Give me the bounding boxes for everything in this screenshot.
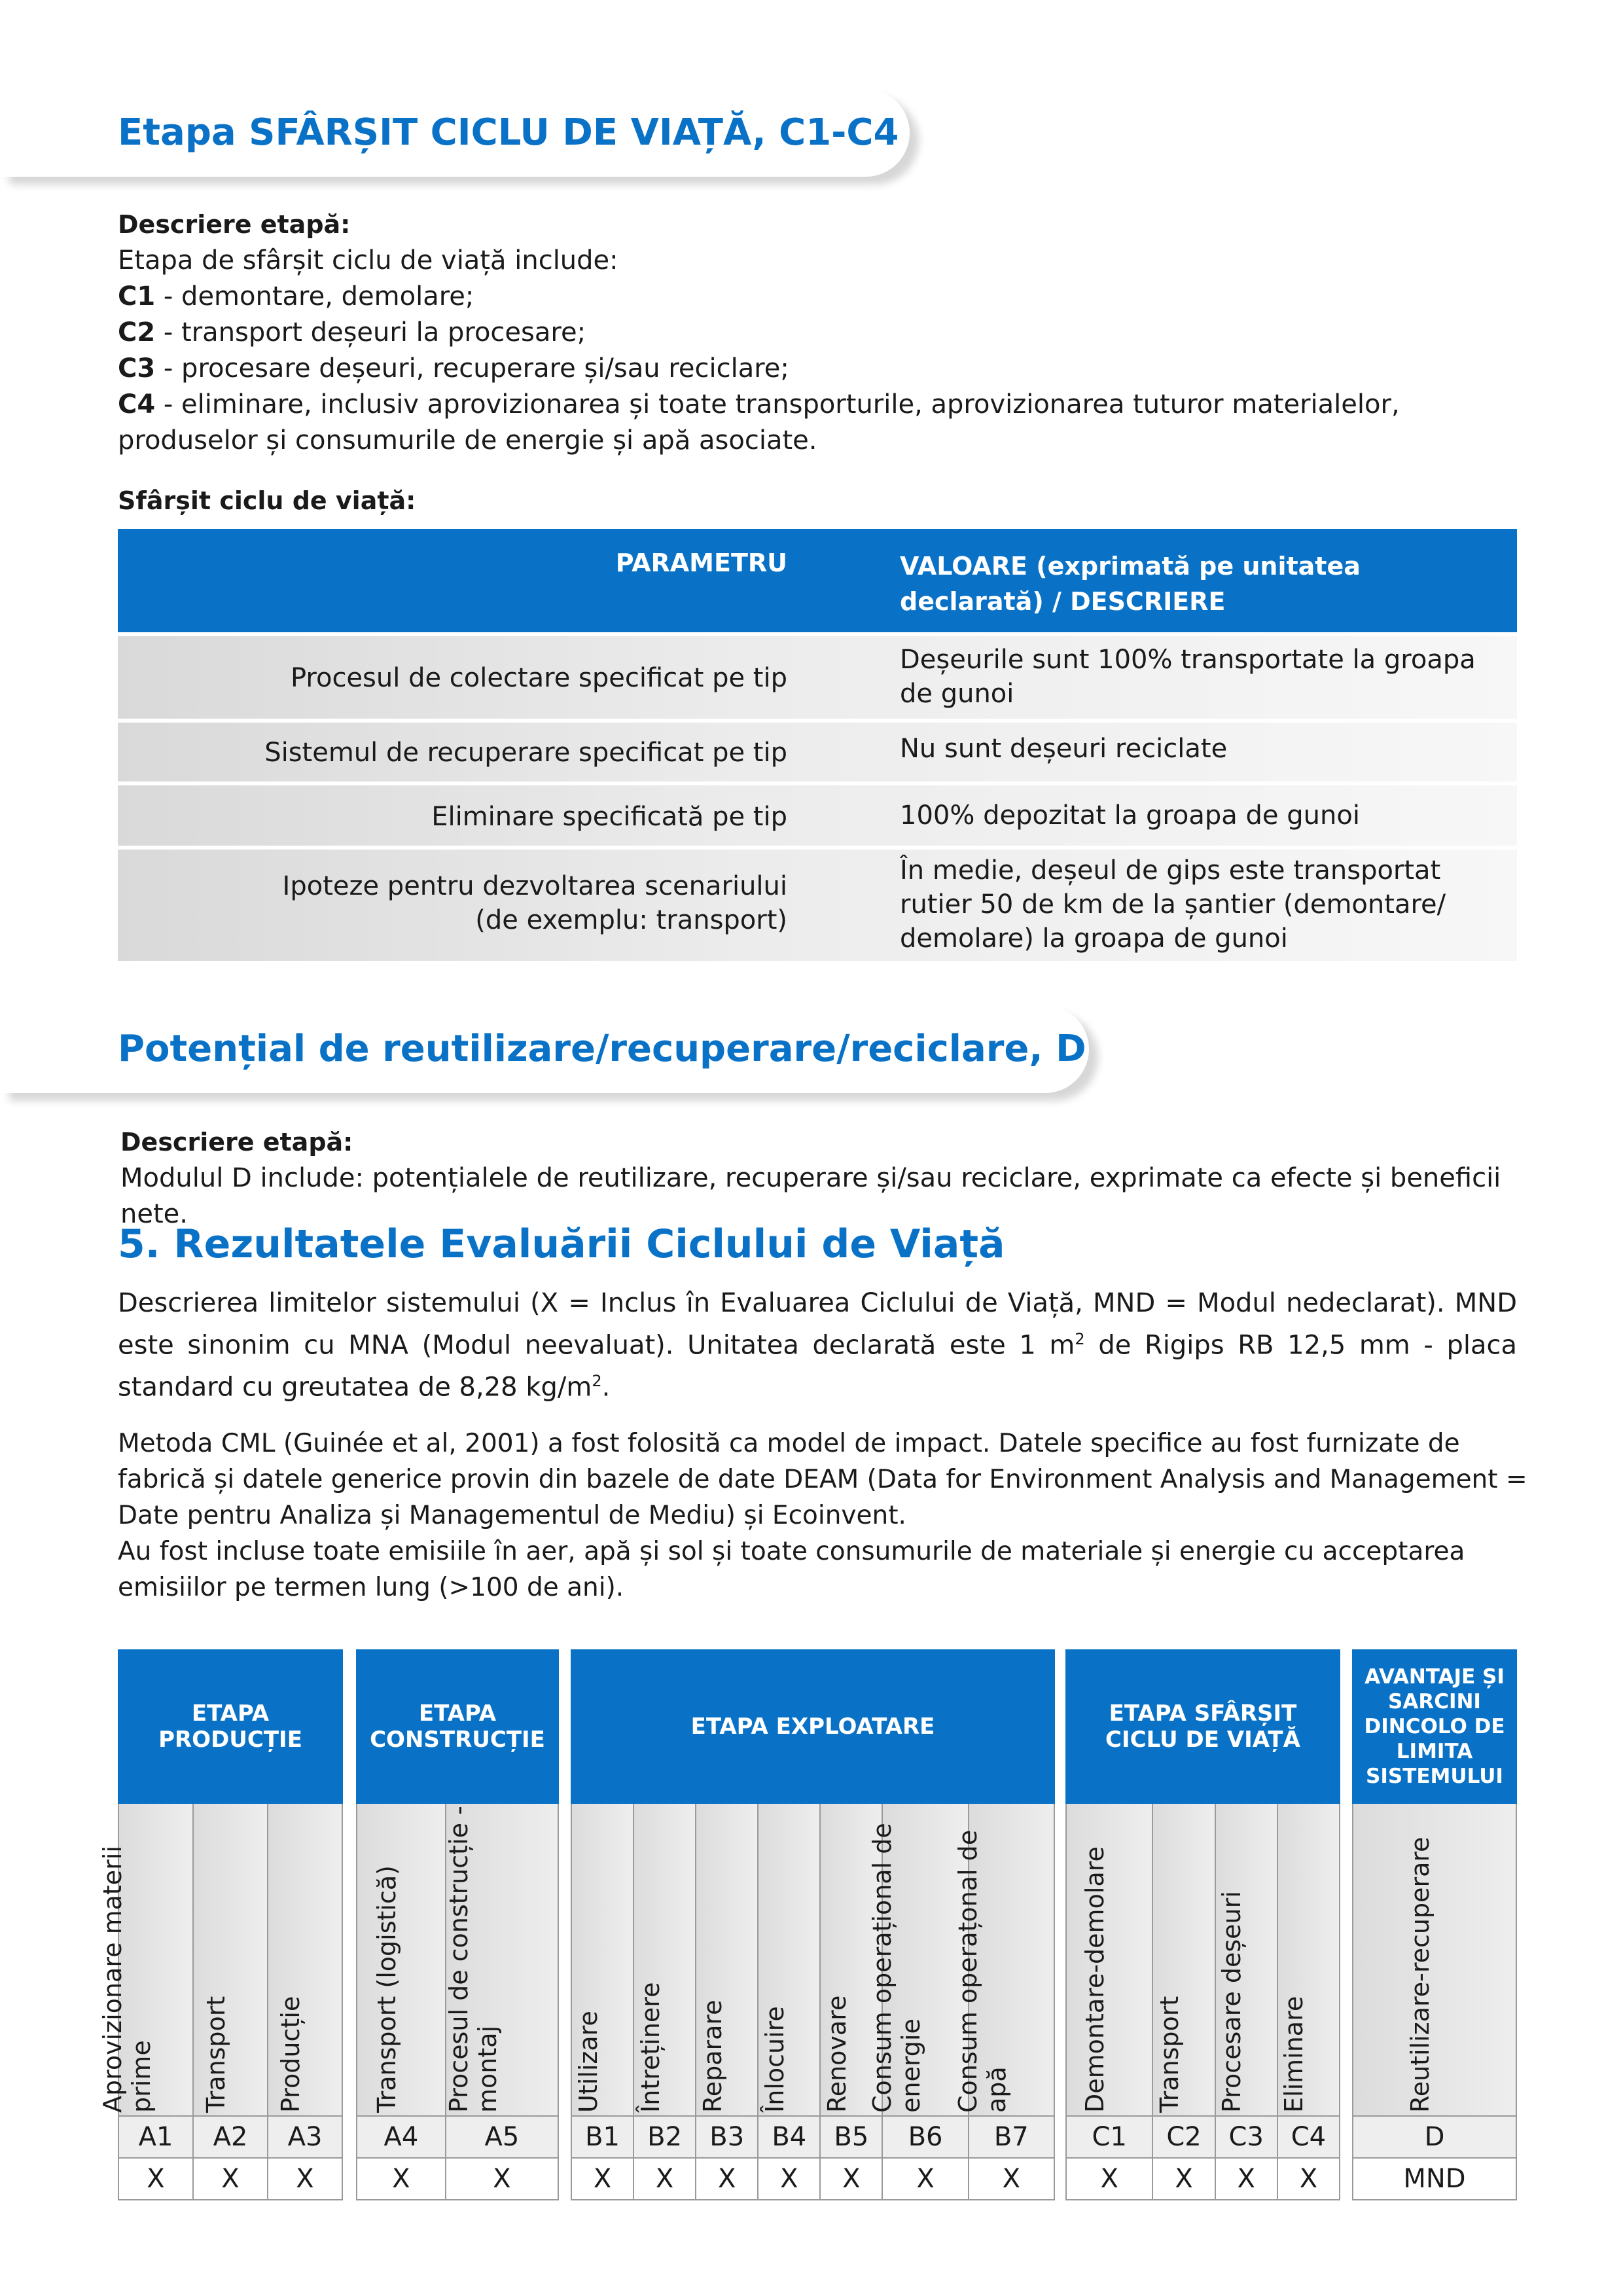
- stage-code: C3: [118, 353, 156, 384]
- stage-item-c3: [118, 351, 1525, 387]
- stage-code: B6: [883, 2117, 967, 2159]
- stage-code: C2: [118, 317, 156, 348]
- row-value: În medie, deșeul de gips este transportat rutier 50 de km de la șantier (demontare/ demolare) la groapa de gunoi: [900, 855, 1446, 954]
- group-header: AVANTAJE ȘI SARCINI DINCOLO DE LIMITA SISTEMULUI: [1352, 1649, 1517, 1804]
- row-value: Deșeurile sunt 100% transportate la groapa de gunoi: [900, 645, 1476, 709]
- stage-label: Reutilizare-recuperare: [1406, 1837, 1435, 2113]
- parameter-table-header: [118, 529, 1517, 632]
- stage-label: Demontare-demolare: [1080, 1846, 1110, 2113]
- stage-text: - demontare, demolare;: [155, 281, 474, 312]
- stage-column: [757, 1804, 819, 2199]
- stage-code: A3: [268, 2117, 342, 2159]
- stage-value: X: [696, 2159, 757, 2199]
- stage-code: B5: [821, 2117, 882, 2159]
- stage-value: X: [1216, 2159, 1277, 2199]
- stage-value: X: [357, 2159, 445, 2199]
- row-parameter: Ipoteze pentru dezvoltarea scenariului (de exemplu: transport): [282, 871, 787, 935]
- stage-label: Consum operațional de energie: [868, 1823, 926, 2113]
- stage-value: X: [446, 2159, 558, 2199]
- section-title: Etapa SFÂRȘIT CICLU DE VIAȚĂ, C1-C4: [118, 111, 899, 154]
- stage-label: Transport: [1155, 1996, 1185, 2113]
- stage-code: C4: [118, 389, 156, 420]
- stage-value: X: [883, 2159, 967, 2199]
- lifecycle-group-operation: [571, 1649, 1055, 2200]
- stage-value: X: [1278, 2159, 1339, 2199]
- paragraph-text: .: [601, 1372, 611, 1403]
- stage-column: [633, 1804, 695, 2199]
- stage-column: [357, 1804, 445, 2199]
- stage-value: X: [1067, 2159, 1152, 2199]
- stage-column: [1353, 1804, 1516, 2199]
- description-label: Descriere etapă:: [120, 1128, 353, 1157]
- lifecycle-group-construction: [356, 1649, 559, 2200]
- stage-label: Utilizare: [573, 2011, 603, 2113]
- stage-code: C4: [1278, 2117, 1339, 2159]
- group-header: ETAPA PRODUCȚIE: [118, 1649, 343, 1804]
- stage-code: B1: [572, 2117, 633, 2159]
- stage-label: Întreținere: [635, 1982, 665, 2113]
- section-banner-potential: [0, 1005, 1089, 1093]
- stage-text: - eliminare, inclusiv aprovizionarea și toate transporturile, aprovizionarea tuturor materialelor, produselor și consumurile de energie și apă asociate.: [118, 389, 1400, 456]
- results-paragraph-3: Au fost incluse toate emisiile în aer, apă și sol și toate consumurile de materiale și energie cu acceptarea emisiilor pe termen lung (>100 de ani).: [118, 1537, 1465, 1602]
- end-of-life-description: [118, 207, 1525, 459]
- stage-column: [1215, 1804, 1277, 2199]
- stage-code: B2: [634, 2117, 695, 2159]
- stage-label: Consum operațonal de apă: [954, 1829, 1012, 2113]
- stage-value: MND: [1353, 2159, 1516, 2199]
- stage-column: [1277, 1804, 1339, 2199]
- row-parameter: Procesul de colectare specificat pe tip: [290, 663, 787, 693]
- stage-column: [445, 1804, 558, 2199]
- stage-code: A5: [446, 2117, 558, 2159]
- description-text: Modulul D include: potențialele de reutilizare, recuperare și/sau reciclare, exprimate ca efecte și beneficii nete.: [120, 1163, 1501, 1229]
- row-parameter: Eliminare specificată pe tip: [431, 802, 787, 832]
- superscript: 2: [592, 1372, 602, 1391]
- stage-column: [98, 1804, 192, 2199]
- stage-label: Procesul de construcție - montaj: [444, 1806, 502, 2113]
- row-value: 100% depozitat la groapa de gunoi: [900, 800, 1360, 831]
- stage-label: Producție: [276, 1996, 305, 2113]
- stage-label: Reparare: [698, 2000, 727, 2113]
- stage-column: [572, 1804, 633, 2199]
- superscript: 2: [1075, 1330, 1085, 1348]
- stage-code: B3: [696, 2117, 757, 2159]
- stage-item-c4: [118, 387, 1525, 459]
- stage-code: C1: [118, 281, 156, 312]
- results-paragraph-1: [118, 1285, 1517, 1406]
- stage-label: Înlocuire: [760, 2006, 789, 2113]
- stage-item-c2: [118, 315, 1525, 351]
- table-row: [118, 850, 1517, 961]
- stage-label: Transport: [202, 1996, 230, 2113]
- stage-code: D: [1353, 2117, 1516, 2159]
- section-banner-end-of-life: [0, 89, 910, 177]
- stage-code: A4: [357, 2117, 445, 2159]
- stage-column: [954, 1804, 1054, 2199]
- potential-description: [120, 1124, 1527, 1232]
- header-parameter: PARAMETRU: [615, 548, 787, 577]
- stage-item-c1: [118, 279, 1525, 315]
- stage-code: A2: [194, 2117, 267, 2159]
- table-row: [118, 723, 1517, 781]
- stage-value: X: [268, 2159, 342, 2199]
- group-header: ETAPA EXPLOATARE: [571, 1649, 1055, 1804]
- row-value: Nu sunt deșeuri reciclate: [900, 734, 1228, 764]
- paragraph-text: Descrierea limitelor sistemului (X = Inclus în Evaluarea Ciclului de Viață, MND = Modul nedeclarat). MND este sinonim cu MNA (Modul neevaluat). Unitatea declarată este 1 m: [118, 1288, 1517, 1361]
- row-parameter: Sistemul de recuperare specificat pe tip: [264, 738, 787, 768]
- stage-column: [1067, 1804, 1152, 2199]
- table-row: [118, 785, 1517, 846]
- lifecycle-group-end-of-life: [1065, 1649, 1340, 2200]
- stage-column: [192, 1804, 267, 2199]
- stage-text: - transport deșeuri la procesare;: [155, 317, 586, 348]
- stage-label: Transport (logistică): [372, 1865, 401, 2113]
- stage-column: [267, 1804, 342, 2199]
- stage-code: A1: [119, 2117, 192, 2159]
- header-value: VALOARE (exprimată pe unitatea declarată) / DESCRIERE: [900, 552, 1361, 616]
- stage-code: B4: [758, 2117, 819, 2159]
- section-title: Potențial de reutilizare/recuperare/reciclare, D: [118, 1028, 1086, 1070]
- stage-code: C1: [1067, 2117, 1152, 2159]
- results-heading: 5. Rezultatele Evaluării Ciclului de Viață: [118, 1221, 1005, 1267]
- stage-value: X: [758, 2159, 819, 2199]
- paragraph-text: de Rigips RB 12,5 mm - placa standard cu greutatea de 8,28 kg/m: [118, 1330, 1518, 1403]
- stage-column: [695, 1804, 757, 2199]
- group-header: ETAPA SFÂRȘIT CICLU DE VIAȚĂ: [1065, 1649, 1340, 1804]
- stage-column: [1152, 1804, 1214, 2199]
- stage-value: X: [572, 2159, 633, 2199]
- stage-value: X: [1153, 2159, 1214, 2199]
- results-paragraph-2: Metoda CML (Guinée et al, 2001) a fost folosită ca model de impact. Datele specifice au fost furnizate de fabrică și datele generice provin din bazele de date DEAM (Data for Environment Analysis and Management = Date pentru Analiza și Managementul de Mediu) și Ecoinvent.: [118, 1429, 1527, 1530]
- stage-value: X: [821, 2159, 882, 2199]
- stage-label: Aprovizionare materii prime: [98, 1846, 156, 2113]
- parameter-table: [118, 529, 1517, 961]
- stage-label: Renovare: [822, 1995, 851, 2113]
- stage-value: X: [119, 2159, 192, 2199]
- description-intro: Etapa de sfârșit ciclu de viață include:: [118, 245, 618, 276]
- table-label: Sfârșit ciclu de viață:: [118, 486, 416, 515]
- group-header: ETAPA CONSTRUCȚIE: [356, 1649, 559, 1804]
- description-label: Descriere etapă:: [118, 210, 351, 239]
- stage-code: C3: [1216, 2117, 1277, 2159]
- lifecycle-group-beyond-system: [1352, 1649, 1517, 2200]
- stage-value: X: [634, 2159, 695, 2199]
- stage-label: Procesare deșeuri: [1217, 1891, 1247, 2113]
- stage-text: - procesare deșeuri, recuperare și/sau reciclare;: [155, 353, 789, 384]
- stage-label: Eliminare: [1279, 1996, 1309, 2113]
- table-row: [118, 636, 1517, 719]
- stage-code: B7: [969, 2117, 1054, 2159]
- stage-value: X: [194, 2159, 267, 2199]
- stage-code: C2: [1153, 2117, 1214, 2159]
- lifecycle-group-production: [98, 1649, 343, 2200]
- stage-value: X: [969, 2159, 1054, 2199]
